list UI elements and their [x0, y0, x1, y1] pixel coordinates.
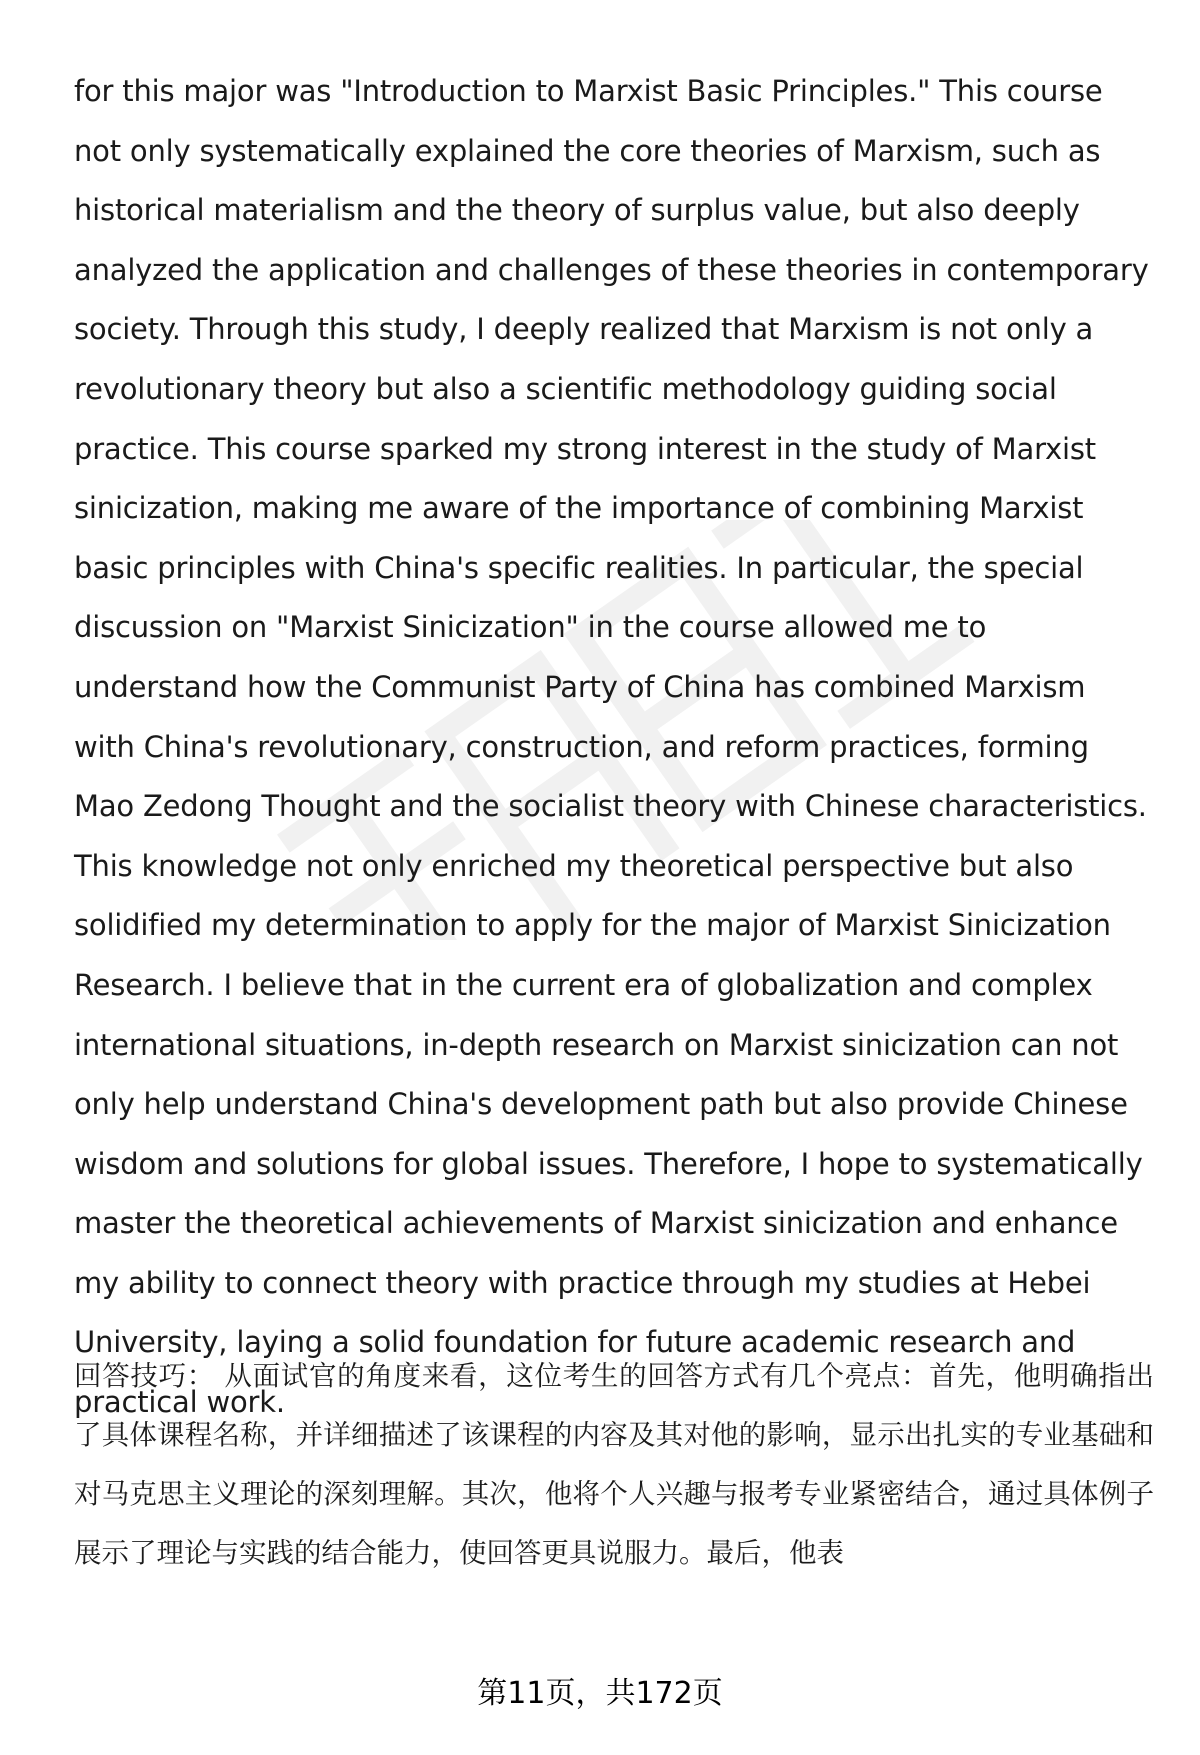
page-number: 第11页，共172页 — [477, 1676, 723, 1711]
answer-paragraph: for this major was "Introduction to Marxist Basic Principles." This course not only systematically explained the core theories of Marxism, such as historical materialism and the theory of surplus value, but also deeply analyzed the application and challenges of these theories in contemporary society. Through this study, I deeply realized that Marxism is not only a revolutionary theory but also a scientific methodology guiding social practice. This course sparked my strong interest in the study of Marxist sinicization, making me aware of the importance of combining Marxist basic principles with China's specific realities. In particular, the special discussion on "Marxist Sinicization" in the course allowed me to understand how the Communist Party of China has combined Marxism with China's revolutionary, construction, and reform practices, forming Mao Zedong Thought and the socialist theory with Chinese characteristics. This knowledge not only enriched my theoretical perspective but also solidified my determination to apply for the major of Marxist Sinicization Research. I believe that in the current era of globalization and complex international situations, in-depth research on Marxist sinicization can not only help understand China's development path but also provide Chinese wisdom and solutions for global issues. Therefore, I hope to systematically master the theoretical achievements of Marxist sinicization and enhance my ability to connect theory with practice through my studies at Hebei University, laying a solid foundation for future academic research and practical work. — [74, 74, 1149, 1420]
answer-tips-paragraph — [74, 1347, 1154, 1583]
tips-text: 从面试官的角度来看，这位考生的回答方式有几个亮点：首先，他明确指出了具体课程名称，并详细描述了该课程的内容及其对他的影响，显示出扎实的专业基础和对马克思主义理论的深刻理解。其次，他将个人兴趣与报考专业紧密结合，通过具体例子展示了理论与实践的结合能力，使回答更具说服力。最后，他表 — [74, 1360, 1155, 1569]
tips-label: 回答技巧： — [74, 1360, 215, 1392]
